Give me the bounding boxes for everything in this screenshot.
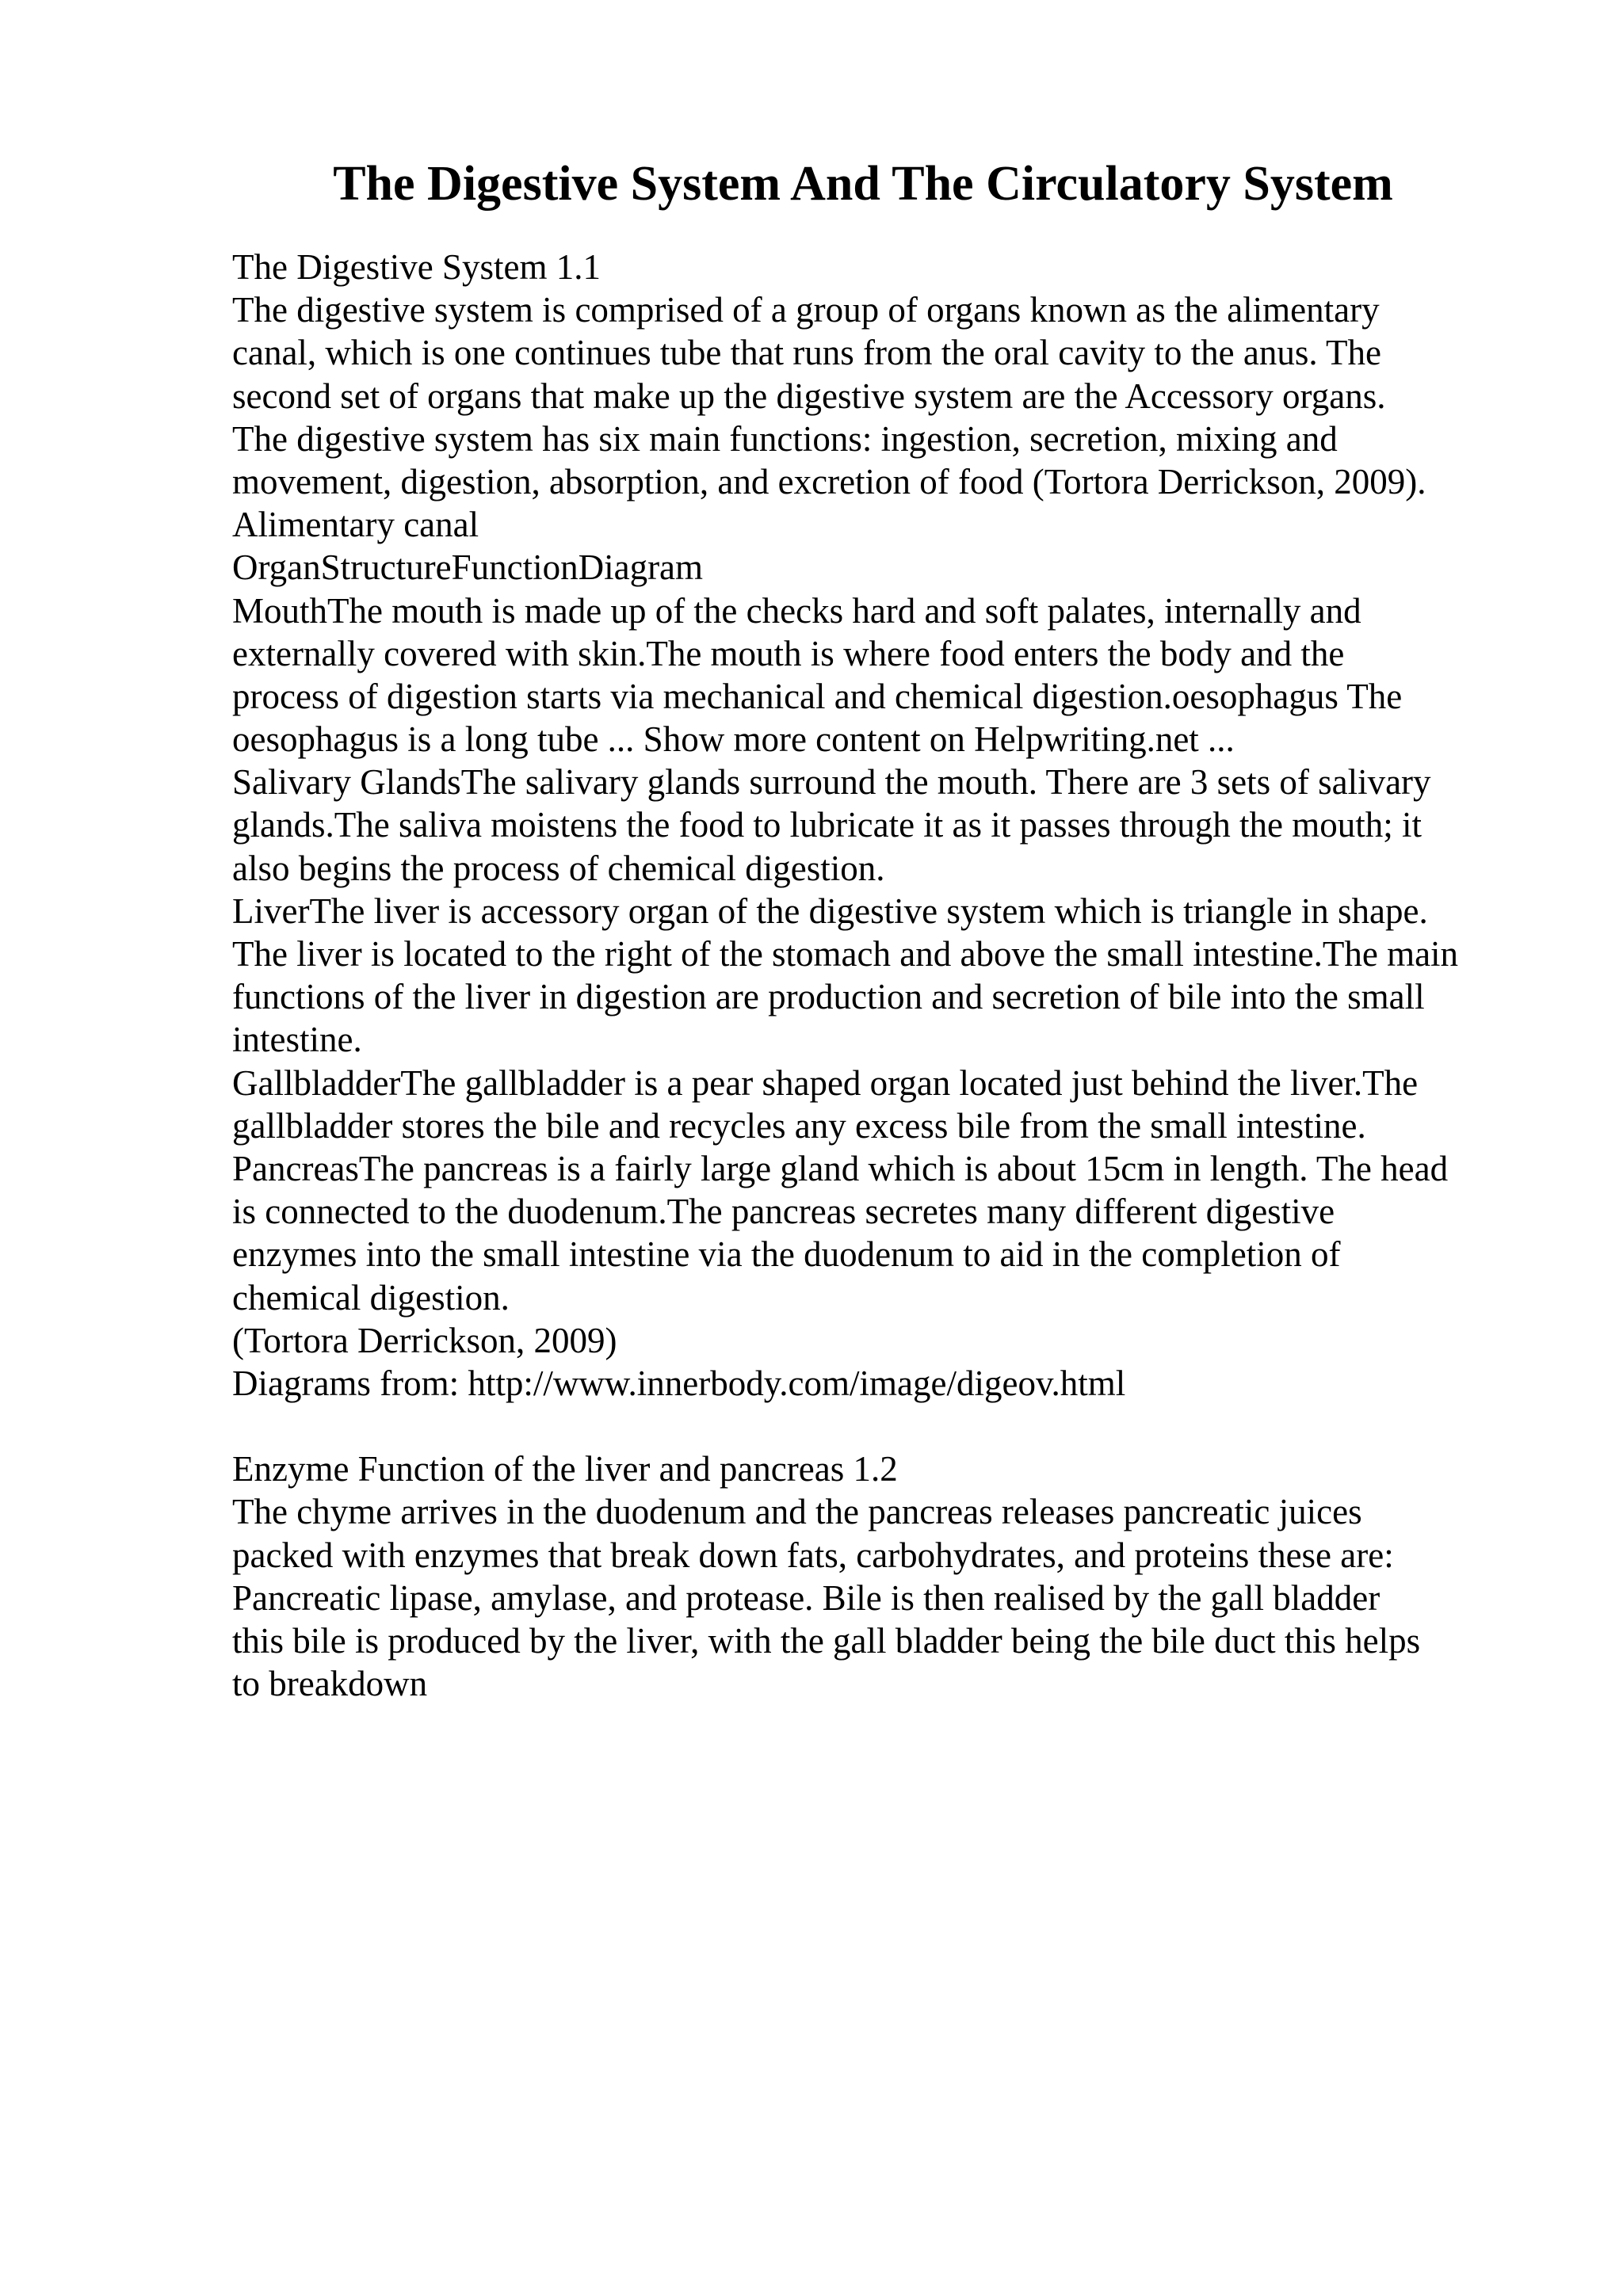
text-line: OrganStructureFunctionDiagram	[232, 547, 704, 588]
text-line: The digestive system is comprised of a group of organs known as the alimentary	[232, 290, 1380, 330]
text-line: Salivary GlandsThe salivary glands surround the mouth. There are 3 sets of salivary	[232, 762, 1431, 803]
text-line: packed with enzymes that break down fats, carbohydrates, and proteins these are:	[232, 1535, 1394, 1575]
text-line: is connected to the duodenum.The pancreas secretes many different digestive	[232, 1192, 1335, 1232]
text-line: GallbladderThe gallbladder is a pear shaped organ located just behind the liver.The	[232, 1062, 1419, 1103]
text-line: Pancreatic lipase, amylase, and protease. Bile is then realised by the gall bladder	[232, 1577, 1381, 1618]
text-line: MouthThe mouth is made up of the checks hard and soft palates, internally and	[232, 590, 1361, 631]
blank-line	[232, 1405, 1595, 1447]
text-line: The liver is located to the right of the stomach and above the small intestine.The main	[232, 934, 1459, 974]
section-heading: The Digestive System 1.1	[232, 247, 601, 287]
text-line: PancreasThe pancreas is a fairly large gland which is about 15cm in length. The head	[232, 1148, 1449, 1188]
text-line: externally covered with skin.The mouth is where food enters the body and the	[232, 633, 1345, 673]
text-line: also begins the process of chemical digestion.	[232, 848, 885, 888]
text-line: Alimentary canal	[232, 505, 479, 545]
text-line: canal, which is one continues tube that runs from the oral cavity to the anus. The	[232, 333, 1382, 373]
text-line: to breakdown	[232, 1664, 428, 1704]
text-line: glands.The saliva moistens the food to lubricate it as it passes through the mouth; it	[232, 805, 1422, 845]
text-line: this bile is produced by the liver, with the gall bladder being the bile duct this helps	[232, 1621, 1421, 1661]
page-title: The Digestive System And The Circulatory System	[333, 157, 1393, 211]
text-line: second set of organs that make up the digestive system are the Accessory organs.	[232, 376, 1386, 416]
text-line: movement, digestion, absorption, and excretion of food (Tortora Derrickson, 2009).	[232, 461, 1426, 502]
text-line: functions of the liver in digestion are production and secretion of bile into the small	[232, 977, 1425, 1017]
section-heading: Enzyme Function of the liver and pancreas 1.2	[232, 1449, 898, 1489]
text-line: gallbladder stores the bile and recycles any excess bile from the small intestine.	[232, 1105, 1366, 1146]
text-line: chemical digestion.	[232, 1277, 510, 1318]
text-line: process of digestion starts via mechanical and chemical digestion.oesophagus The	[232, 676, 1403, 716]
text-line: The chyme arrives in the duodenum and the pancreas releases pancreatic juices	[232, 1492, 1362, 1532]
text-line: enzymes into the small intestine via the duodenum to aid in the completion of	[232, 1234, 1341, 1275]
source-line: Diagrams from: http://www.innerbody.com/image/digeov.html	[232, 1363, 1126, 1403]
citation-line: (Tortora Derrickson, 2009)	[232, 1320, 617, 1360]
text-line: oesophagus is a long tube ... Show more content on Helpwriting.net ...	[232, 719, 1235, 760]
document-body	[232, 246, 1595, 1705]
text-line: The digestive system has six main functions: ingestion, secretion, mixing and	[232, 418, 1338, 459]
text-line: intestine.	[232, 1020, 362, 1060]
text-line: LiverThe liver is accessory organ of the digestive system which is triangle in shape.	[232, 891, 1428, 931]
